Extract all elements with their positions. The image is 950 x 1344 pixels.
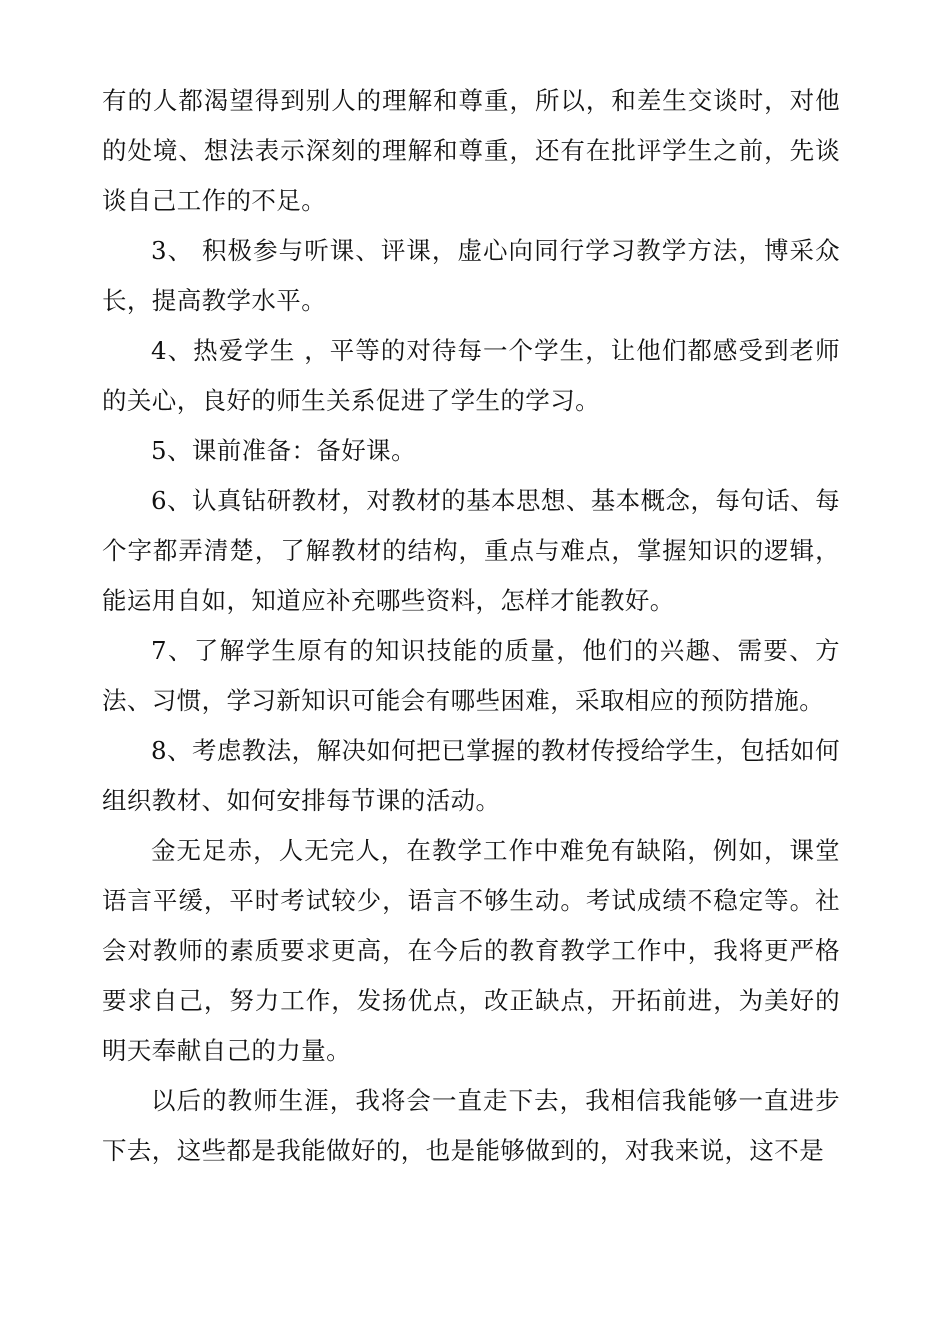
paragraph-9: 以后的教师生涯，我将会一直走下去，我相信我能够一直进步下去，这些都是我能做好的，也是能够做到的，对我来说，这不是 (102, 1086, 840, 1165)
paragraph-5: 6、认真钻研教材，对教材的基本思想、基本概念，每句话、每个字都弄清楚，了解教材的结构，重点与难点，掌握知识的逻辑，能运用自如，知道应补充哪些资料，怎样才能教好。 (102, 486, 840, 615)
paragraph-4: 5、课前准备：备好课。 (151, 436, 416, 465)
paragraph-1: 有的人都渴望得到别人的理解和尊重，所以，和差生交谈时，对他的处境、想法表示深刻的理解和尊重，还有在批评学生之前，先谈谈自己工作的不足。 (102, 86, 840, 215)
document-body (102, 76, 840, 1176)
paragraph-6: 7、了解学生原有的知识技能的质量，他们的兴趣、需要、方法、习惯，学习新知识可能会有哪些困难，采取相应的预防措施。 (102, 636, 840, 715)
paragraph-8: 金无足赤，人无完人，在教学工作中难免有缺陷，例如，课堂语言平缓，平时考试较少，语言不够生动。考试成绩不稳定等。社会对教师的素质要求更高，在今后的教育教学工作中，我将更严格要求自己，努力工作，发扬优点，改正缺点，开拓前进，为美好的明天奉献自己的力量。 (102, 836, 840, 1065)
paragraph-3: 4、热爱学生 ，平等的对待每一个学生，让他们都感受到老师的关心，良好的师生关系促进了学生的学习。 (102, 336, 840, 415)
paragraph-2: 3、 积极参与听课、评课，虚心向同行学习教学方法，博采众长，提高教学水平。 (102, 236, 840, 315)
paragraph-7: 8、考虑教法，解决如何把已掌握的教材传授给学生，包括如何组织教材、如何安排每节课的活动。 (102, 736, 840, 815)
